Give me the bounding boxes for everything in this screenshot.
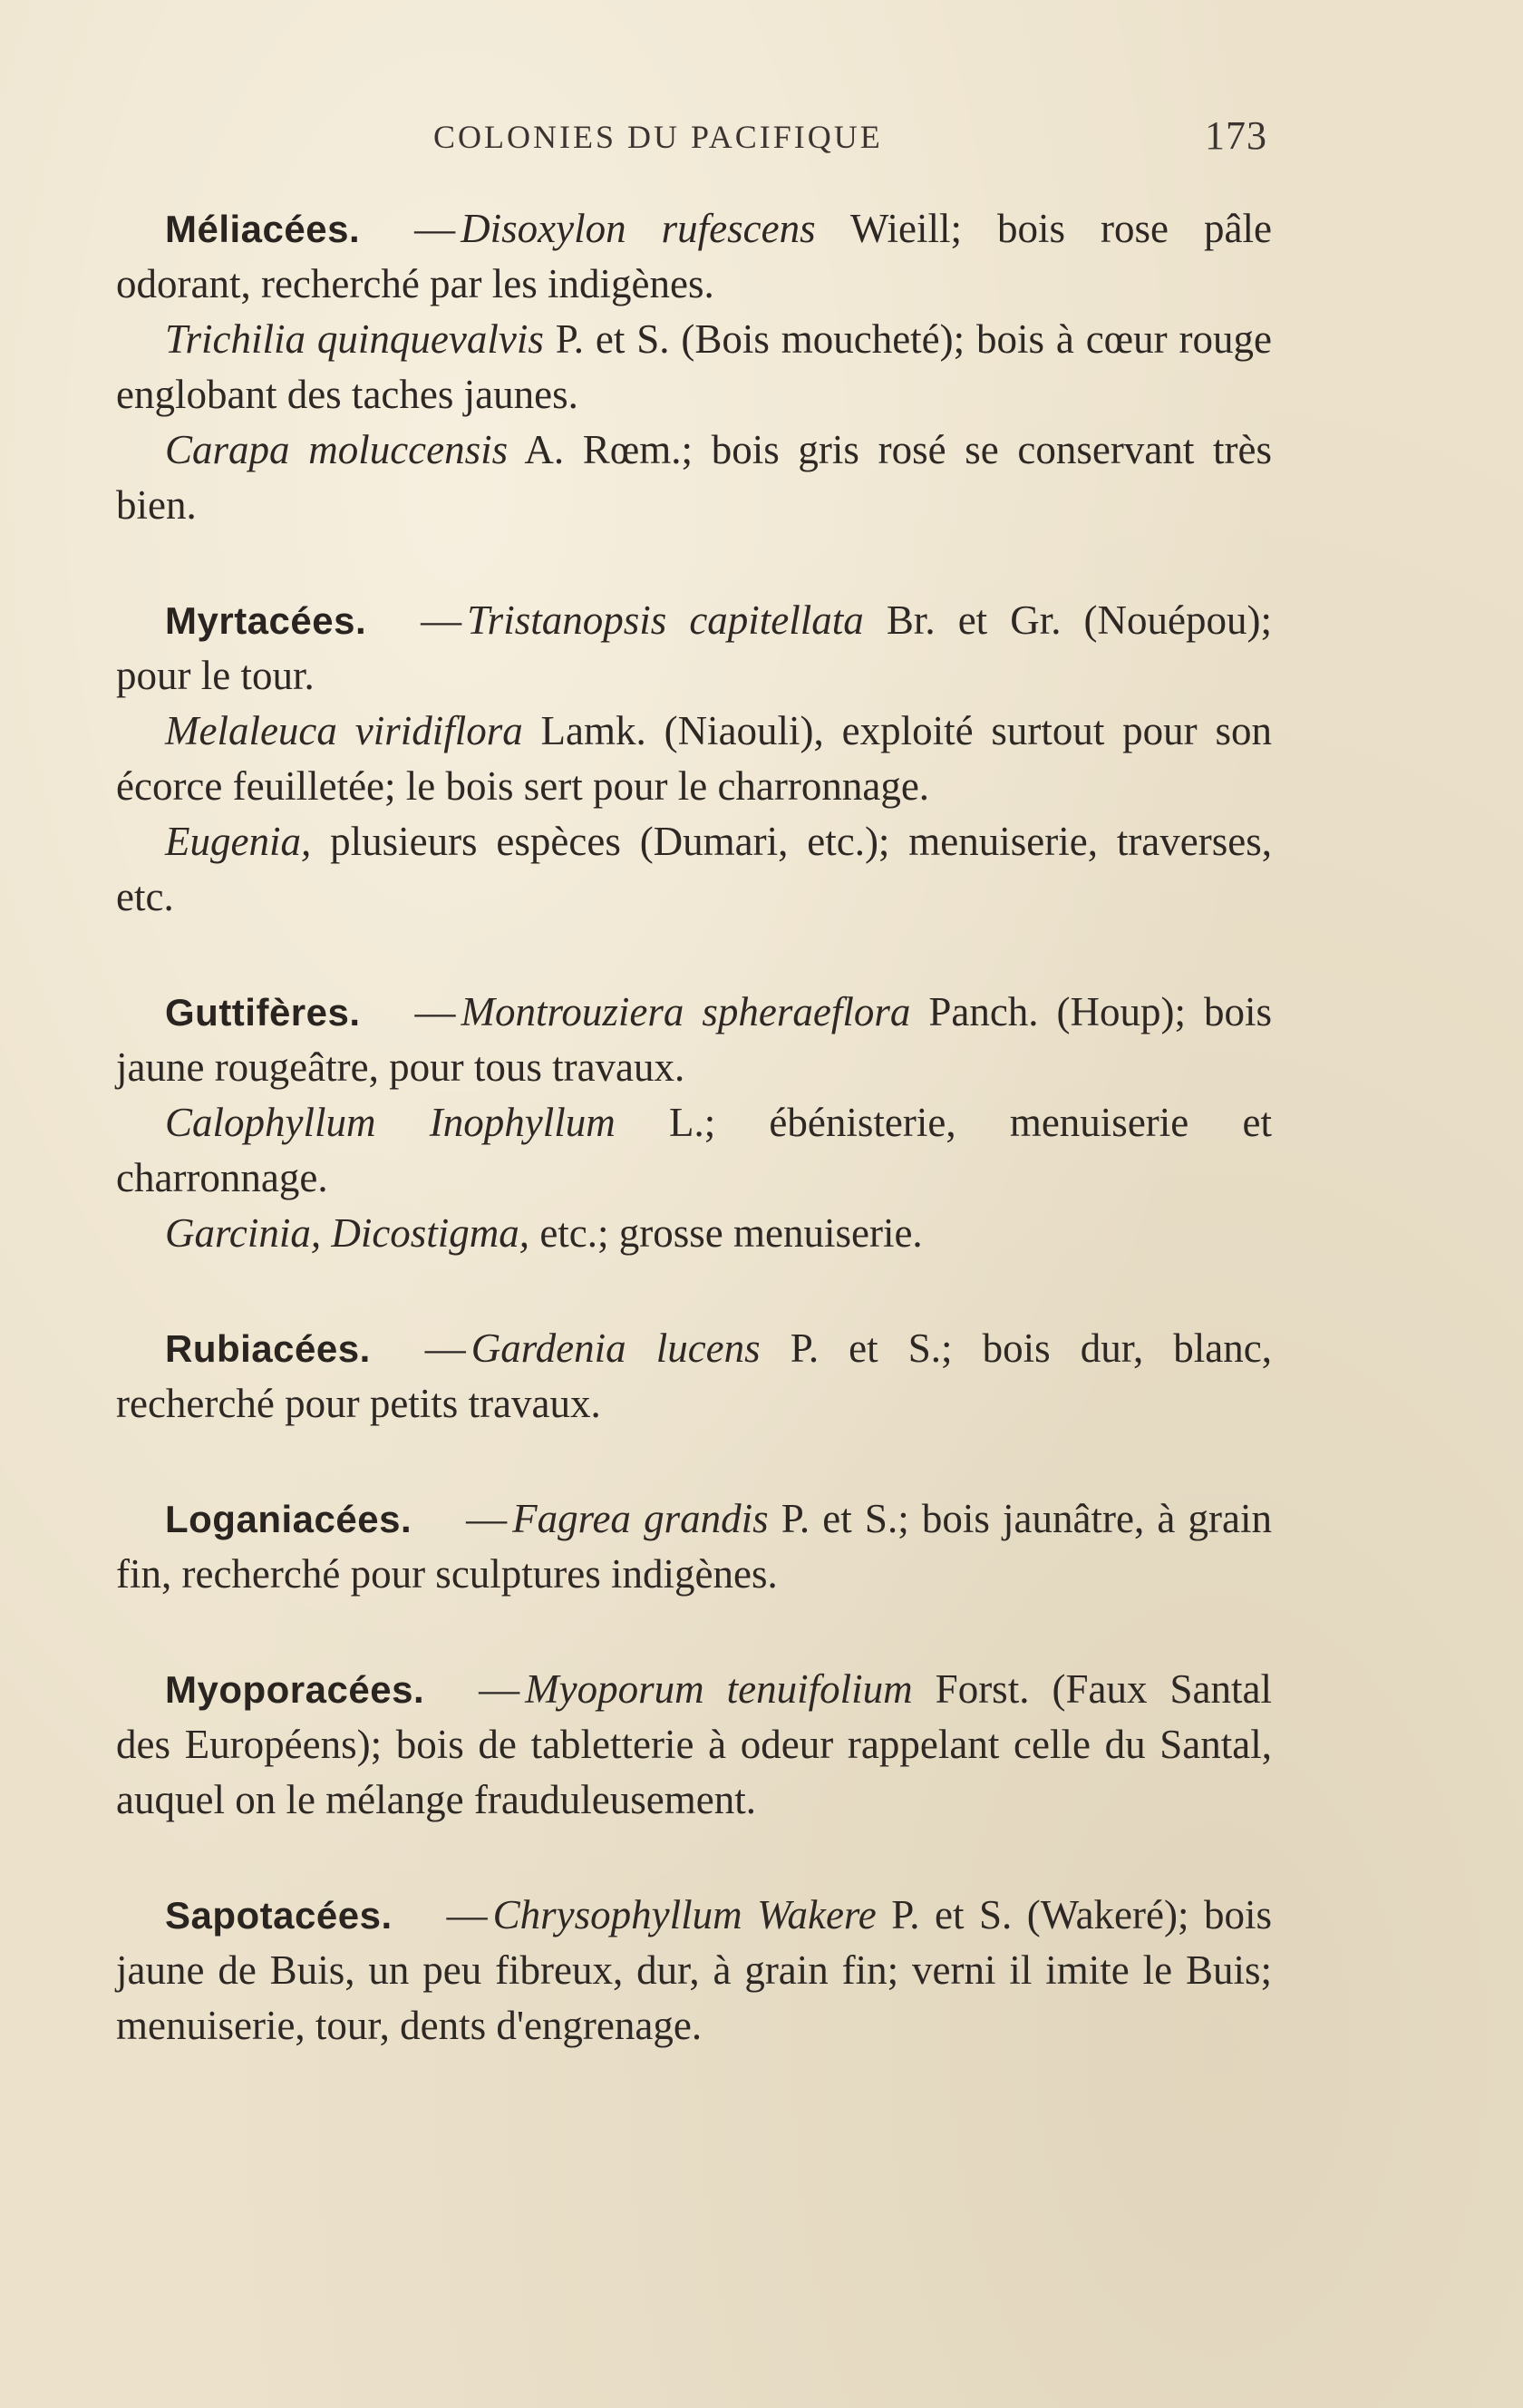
entry-paragraph	[116, 1095, 1272, 1206]
species-name: Carapa moluccensis	[165, 427, 509, 472]
family-name: Myoporacées.	[165, 1668, 425, 1711]
entry-description: P. et S.; bois jaunâtre, à grain fin, recherché pour sculptures indigènes.	[116, 1496, 1272, 1597]
entry-paragraph	[116, 985, 1272, 1095]
em-dash: —	[421, 597, 462, 643]
species-name: Fagrea grandis	[512, 1496, 769, 1541]
entry-paragraph	[116, 1206, 1272, 1261]
family-name: Rubiacées.	[165, 1327, 371, 1370]
family-name: Myrtacées.	[165, 599, 367, 642]
family-name: Guttifères.	[165, 991, 361, 1034]
em-dash: —	[466, 1496, 508, 1541]
entry-description: etc.; grosse menuiserie.	[529, 1210, 923, 1256]
family-myoporacees	[116, 1662, 1272, 1828]
species-name: Montrouziera spheraeflora	[461, 989, 911, 1034]
em-dash: —	[414, 206, 456, 251]
entry-description: A. Rœm.; bois gris rosé se conservant très bien.	[116, 427, 1272, 528]
entry-paragraph	[116, 422, 1272, 533]
entry-description: Br. et Gr. (Nouépou); pour le tour.	[116, 597, 1273, 698]
entry-paragraph	[116, 1491, 1272, 1602]
species-name: Myoporum tenuifolium	[525, 1666, 913, 1712]
family-name: Méliacées.	[165, 208, 361, 250]
entry-description: P. et S. (Bois moucheté); bois à cœur rouge englobant des taches jaunes.	[116, 316, 1272, 417]
entry-paragraph	[116, 201, 1272, 312]
family-sapotacees	[116, 1888, 1272, 2054]
entry-paragraph	[116, 593, 1272, 704]
family-rubiacees	[116, 1321, 1272, 1432]
species-name: Gardenia lucens	[470, 1325, 761, 1371]
entry-description: Lamk. (Niaouli), exploité surtout pour son écorce feuilletée; le bois sert pour le charronnage.	[116, 708, 1272, 809]
family-guttiferes	[116, 985, 1272, 1261]
family-name: Sapotacées.	[165, 1894, 393, 1937]
page-body	[116, 201, 1272, 2113]
species-name: Calophyllum Inophyllum	[165, 1100, 616, 1145]
em-dash: —	[414, 989, 456, 1034]
entry-description: Wieill; bois rose pâle odorant, recherché par les indigènes.	[116, 206, 1272, 306]
species-name: Garcinia, Dicostigma,	[165, 1210, 530, 1256]
em-dash: —	[446, 1892, 488, 1937]
family-loganiacees	[116, 1491, 1272, 1602]
species-name: Trichilia quinquevalvis	[165, 316, 544, 362]
family-name: Loganiacées.	[165, 1498, 412, 1540]
entry-paragraph	[116, 704, 1272, 814]
em-dash: —	[424, 1325, 466, 1371]
entry-paragraph	[116, 1321, 1272, 1432]
species-name: Melaleuca viridiflora	[165, 708, 523, 753]
entry-description: P. et S.; bois dur, blanc, recherché pour petits travaux.	[116, 1325, 1272, 1426]
family-myrtacees	[116, 593, 1272, 925]
page-number: 173	[1205, 113, 1267, 158]
page-header	[116, 113, 1267, 172]
species-name: Eugenia,	[165, 819, 312, 864]
entry-paragraph	[116, 1888, 1272, 2054]
family-meliacees	[116, 201, 1272, 533]
entry-description: L.; ébénisterie, menuiserie et charronnage.	[116, 1100, 1272, 1200]
entry-description: Forst. (Faux Santal des Européens); bois de tabletterie à odeur rappelant celle du Santal, auquel on le mélange frauduleusement.	[116, 1666, 1272, 1822]
entry-description: Panch. (Houp); bois jaune rougeâtre, pour tous travaux.	[116, 989, 1272, 1090]
species-name: Disoxylon rufescens	[461, 206, 816, 251]
em-dash: —	[479, 1666, 520, 1712]
entry-description: plusieurs espèces (Dumari, etc.); menuiserie, traverses, etc.	[116, 819, 1272, 919]
entry-paragraph	[116, 814, 1272, 925]
species-name: Tristanopsis capitellata	[467, 597, 864, 643]
running-title: COLONIES DU PACIFIQUE	[433, 119, 883, 155]
entry-paragraph	[116, 312, 1272, 422]
entry-description: P. et S. (Wakeré); bois jaune de Buis, un peu fibreux, dur, à grain fin; verni il imite le Buis; menuiserie, tour, dents d'engrenage.	[116, 1892, 1272, 2048]
entry-paragraph	[116, 1662, 1272, 1828]
species-name: Chrysophyllum Wakere	[492, 1892, 877, 1937]
